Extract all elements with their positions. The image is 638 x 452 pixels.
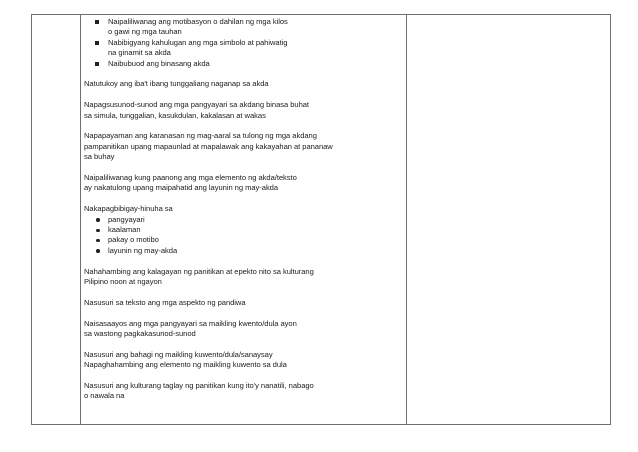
list-item: layunin ng may-akda xyxy=(84,246,402,256)
paragraph-karanasan: Napapayaman ang karanasan ng mag-aaral sa tulong ng mga akdang pampanitikan upang mapaunlad at mapalawak ang kakayahan at pananaw sa buhay xyxy=(84,131,333,162)
objectives-list xyxy=(84,17,402,69)
paragraph-kalagayan: Nahahambing ang kalagayan ng panitikan at epekto nito sa kulturang Pilipino noon at ngayon xyxy=(84,266,314,287)
paragraph-bahagi: Nasusuri ang bahagi ng maikling kuwento/dula/sanaysay Napaghahambing ang elemento ng maikling kuwento sa dula xyxy=(84,349,287,370)
list-item: pakay o motibo xyxy=(84,235,402,245)
list-item: Naibubuod ang binasang akda xyxy=(84,59,402,69)
list-item: kaalaman xyxy=(84,225,402,235)
paragraph-hinuha: Nakapagbibigay-hinuha sa xyxy=(84,204,173,214)
column-divider-left xyxy=(80,15,81,424)
list-item: pangyayari xyxy=(84,215,402,225)
column-divider-right xyxy=(406,15,407,424)
document-table xyxy=(31,14,611,425)
list-item: Naipaliliwanag ang motibasyon o dahilan ng mga kilos o gawi ng mga tauhan xyxy=(84,17,402,38)
content-cell xyxy=(84,17,402,402)
paragraph-pandiwa: Nasusuri sa teksto ang mga aspekto ng pandiwa xyxy=(84,297,246,307)
paragraph-tunggalian: Natutukoy ang iba't ibang tunggaliang naganap sa akda xyxy=(84,79,269,89)
paragraph-pangyayari: Naisasaayos ang mga pangyayari sa maikling kwento/dula ayon sa wastong pagkakasunod-sunod xyxy=(84,318,297,339)
paragraph-elemento: Naipaliliwanag kung paanong ang mga elemento ng akda/teksto ay nakatulong upang maipahatid ang layunin ng may-akda xyxy=(84,173,297,193)
paragraph-pagsusunod: Napagsusunod-sunod ang mga pangyayari sa akdang binasa buhat sa simula, tunggalian, kasukdulan, kakalasan at wakas xyxy=(84,100,309,120)
paragraph-kultura: Nasusuri ang kulturang taglay ng panitikan kung ito'y nanatili, nabago o nawala na xyxy=(84,381,314,401)
hinuha-list xyxy=(84,215,402,257)
list-item: Nabibigyang kahulugan ang mga simbolo at pahiwatig na ginamit sa akda xyxy=(84,38,402,59)
